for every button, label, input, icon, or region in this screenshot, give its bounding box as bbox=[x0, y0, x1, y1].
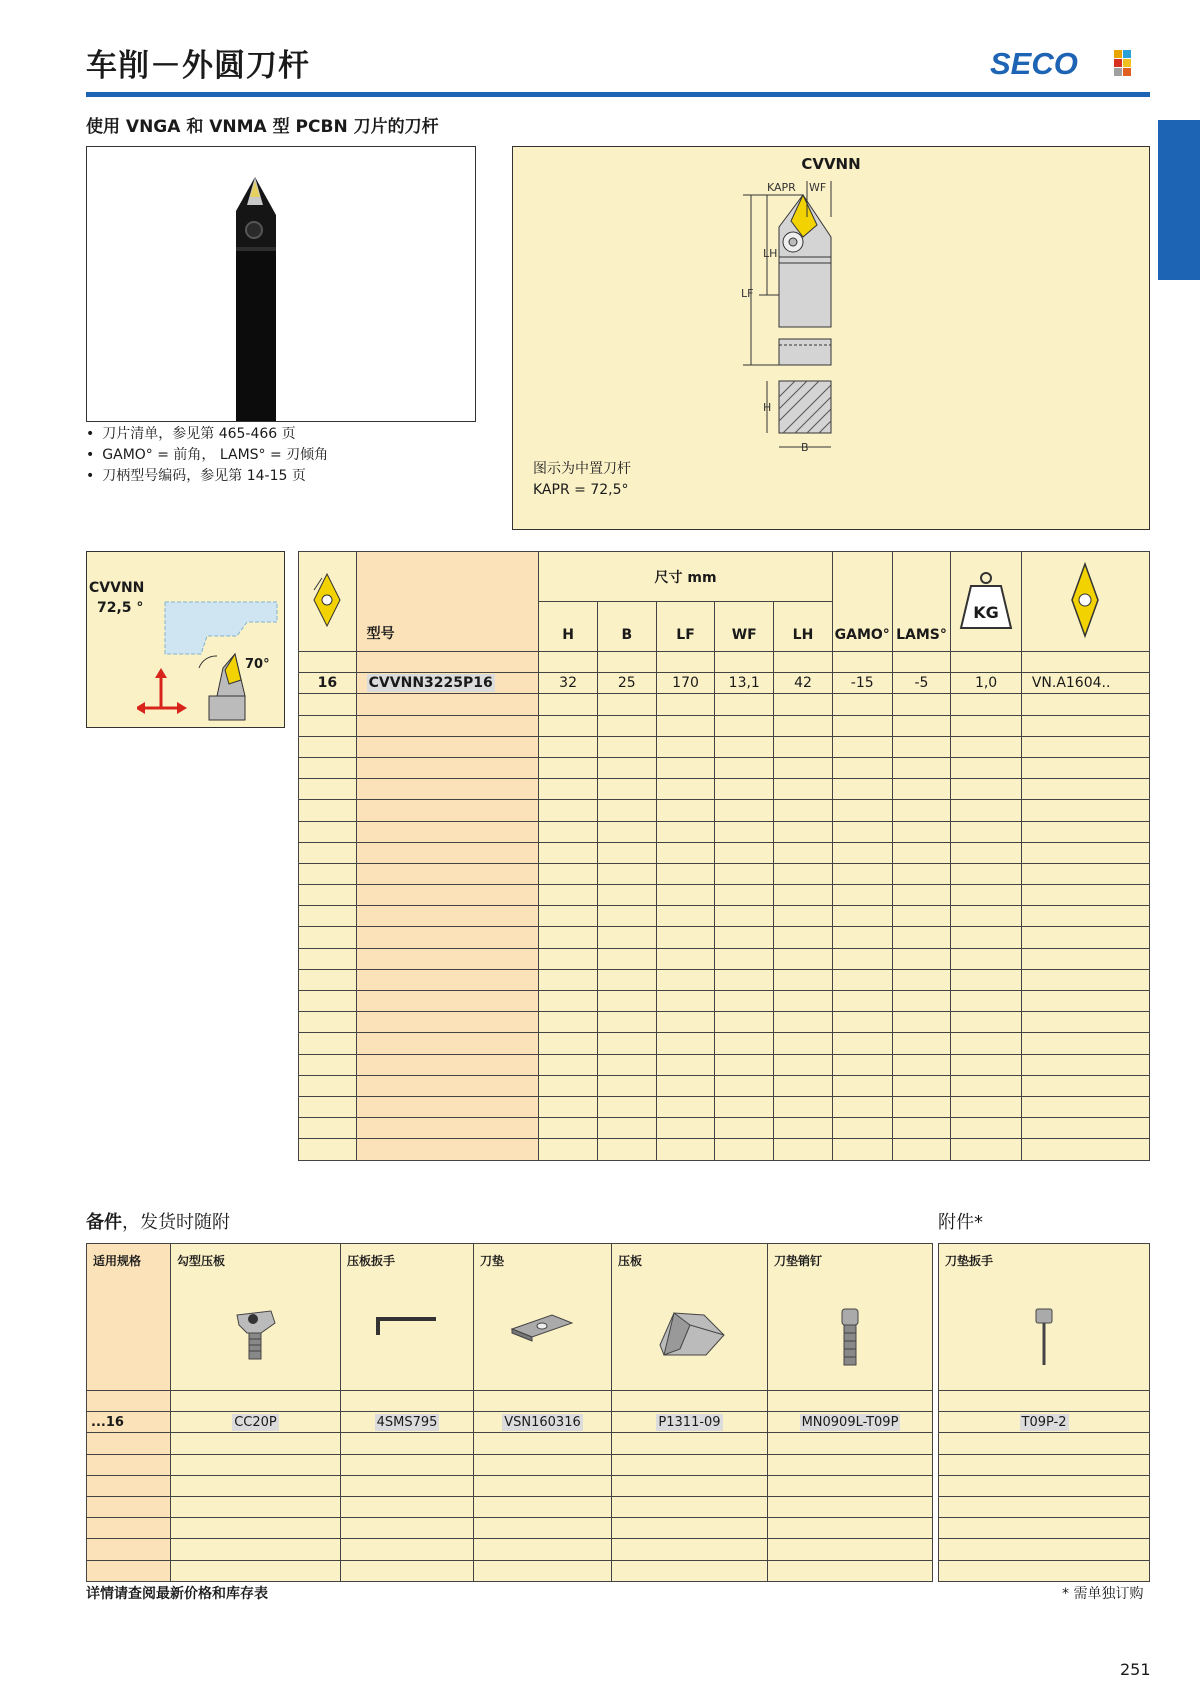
dimension-diagram-panel bbox=[512, 146, 1150, 530]
insert-size-icon bbox=[310, 570, 344, 630]
mini-tool-name: CVVNN bbox=[89, 580, 145, 596]
insert-icon bbox=[1068, 560, 1102, 640]
toolholder-photo bbox=[86, 146, 476, 422]
col-lh: LH bbox=[774, 602, 833, 652]
section-subtitle: 使用 VNGA 和 VNMA 型 PCBN 刀片的刀杆 bbox=[86, 117, 439, 137]
section-tab bbox=[1158, 120, 1200, 280]
row-b: 25 bbox=[597, 673, 656, 694]
lh-label: LH bbox=[763, 247, 778, 260]
row-h: 32 bbox=[539, 673, 598, 694]
col-lf: LF bbox=[656, 602, 715, 652]
diagram-note-line1: 图示为中置刀杆 bbox=[533, 461, 631, 477]
spare-col-shim-label: 刀垫 bbox=[480, 1254, 505, 1268]
spare-col-clamp-plate-label: 压板 bbox=[618, 1254, 643, 1268]
logo-text: SECO bbox=[990, 46, 1078, 80]
col-insert bbox=[1021, 552, 1149, 652]
spare-shim-pin-value: MN0909L-T09P bbox=[801, 1414, 899, 1430]
col-lams: LAMS° bbox=[892, 552, 951, 652]
info-bullets bbox=[86, 424, 328, 487]
spare-col-clamp-plate bbox=[612, 1244, 768, 1391]
weight-kg-icon bbox=[959, 568, 1013, 632]
spare-col-clamp-key bbox=[341, 1244, 474, 1391]
toolholder-table bbox=[298, 551, 1150, 1161]
hex-key-icon bbox=[372, 1305, 442, 1345]
spare-clamp-key-value: 4SMS795 bbox=[376, 1414, 438, 1430]
hook-clamp-icon bbox=[231, 1305, 281, 1365]
spare-col-clamp-label: 勾型压板 bbox=[177, 1254, 226, 1268]
accessories-title: 附件* bbox=[938, 1212, 983, 1233]
spare-col-shim-pin bbox=[768, 1244, 933, 1391]
lf-label: LF bbox=[741, 287, 754, 300]
mini-angle: 72,5 ° bbox=[97, 600, 144, 616]
row-gamo: -15 bbox=[832, 673, 892, 694]
row-insert: VN.A1604.. bbox=[1021, 673, 1149, 694]
acc-row bbox=[939, 1412, 1150, 1433]
footer-order-note: * 需单独订购 bbox=[1062, 1586, 1144, 1602]
page-number: 251 bbox=[1120, 1660, 1151, 1679]
accessories-table bbox=[938, 1243, 1150, 1582]
col-wf: WF bbox=[715, 602, 774, 652]
spare-row bbox=[87, 1412, 933, 1433]
dimension-drawing bbox=[723, 177, 853, 467]
row-kg: 1,0 bbox=[951, 673, 1021, 694]
spare-parts-table bbox=[86, 1243, 933, 1582]
row-wf: 13,1 bbox=[715, 673, 774, 694]
row-lams: -5 bbox=[892, 673, 951, 694]
row-model: CVVNN3225P16 bbox=[368, 675, 493, 692]
spare-parts-title bbox=[86, 1208, 230, 1234]
spare-shim-value: VSN160316 bbox=[504, 1414, 581, 1430]
bullet-code-key: • 刀柄型号编码，参见第 14-15 页 bbox=[86, 466, 328, 487]
cvvnn-mini-panel bbox=[86, 551, 285, 728]
wf-label: WF bbox=[809, 181, 827, 194]
spare-col-clamp-key-label: 压板扳手 bbox=[347, 1254, 396, 1268]
kapr-label: KAPR bbox=[767, 181, 796, 194]
spare-col-clamp bbox=[171, 1244, 341, 1391]
spare-col-shim-pin-label: 刀垫销钉 bbox=[774, 1254, 823, 1268]
shim-icon bbox=[508, 1305, 578, 1345]
col-gamo: GAMO° bbox=[832, 552, 892, 652]
acc-col-key-label: 刀垫扳手 bbox=[945, 1254, 994, 1268]
diagram-note bbox=[533, 459, 631, 501]
spare-parts-title-bold: 备件 bbox=[86, 1212, 122, 1233]
acc-key-value: T09P-2 bbox=[1021, 1414, 1067, 1430]
spare-parts-title-rest: ，发货时随附 bbox=[122, 1212, 230, 1233]
footer-note: 详情请查阅最新价格和库存表 bbox=[86, 1586, 268, 1602]
spare-clamp-plate-value: P1311-09 bbox=[658, 1414, 721, 1430]
spare-col-size: 适用规格 bbox=[87, 1244, 171, 1391]
spare-col-shim bbox=[474, 1244, 612, 1391]
col-weight bbox=[951, 552, 1021, 652]
kg-label: KG bbox=[973, 602, 999, 622]
header-rule bbox=[86, 92, 1150, 97]
col-h: H bbox=[539, 602, 598, 652]
mini-insert-angle: 70° bbox=[245, 657, 270, 672]
table-row bbox=[299, 673, 1150, 694]
torx-key-icon bbox=[1029, 1305, 1059, 1369]
bullet-angle-defs: • GAMO° = 前角， LAMS° = 刃倾角 bbox=[86, 445, 328, 466]
diagram-title: CVVNN bbox=[801, 155, 861, 173]
col-b: B bbox=[597, 602, 656, 652]
shim-pin-icon bbox=[830, 1305, 870, 1369]
spare-clamp-value: CC20P bbox=[234, 1414, 277, 1430]
col-dimensions: 尺寸 mm bbox=[539, 552, 833, 602]
page-title: 车削－外圆刀杆 bbox=[86, 48, 310, 84]
row-lf: 170 bbox=[656, 673, 715, 694]
clamp-plate-icon bbox=[650, 1305, 730, 1365]
diagram-note-line2: KAPR = 72,5° bbox=[533, 482, 629, 498]
seco-logo bbox=[990, 46, 1150, 84]
b-label: B bbox=[801, 441, 809, 454]
spare-size: ...16 bbox=[87, 1412, 171, 1433]
col-model: 型号 bbox=[356, 552, 539, 652]
mini-drawing bbox=[137, 596, 283, 724]
row-size: 16 bbox=[299, 673, 357, 694]
row-lh: 42 bbox=[774, 673, 833, 694]
bullet-insert-list: • 刀片清单，参见第 465-466 页 bbox=[86, 424, 328, 445]
insert-size-icon-cell bbox=[299, 552, 357, 652]
h-label: H bbox=[763, 401, 772, 414]
acc-col-key bbox=[939, 1244, 1150, 1391]
